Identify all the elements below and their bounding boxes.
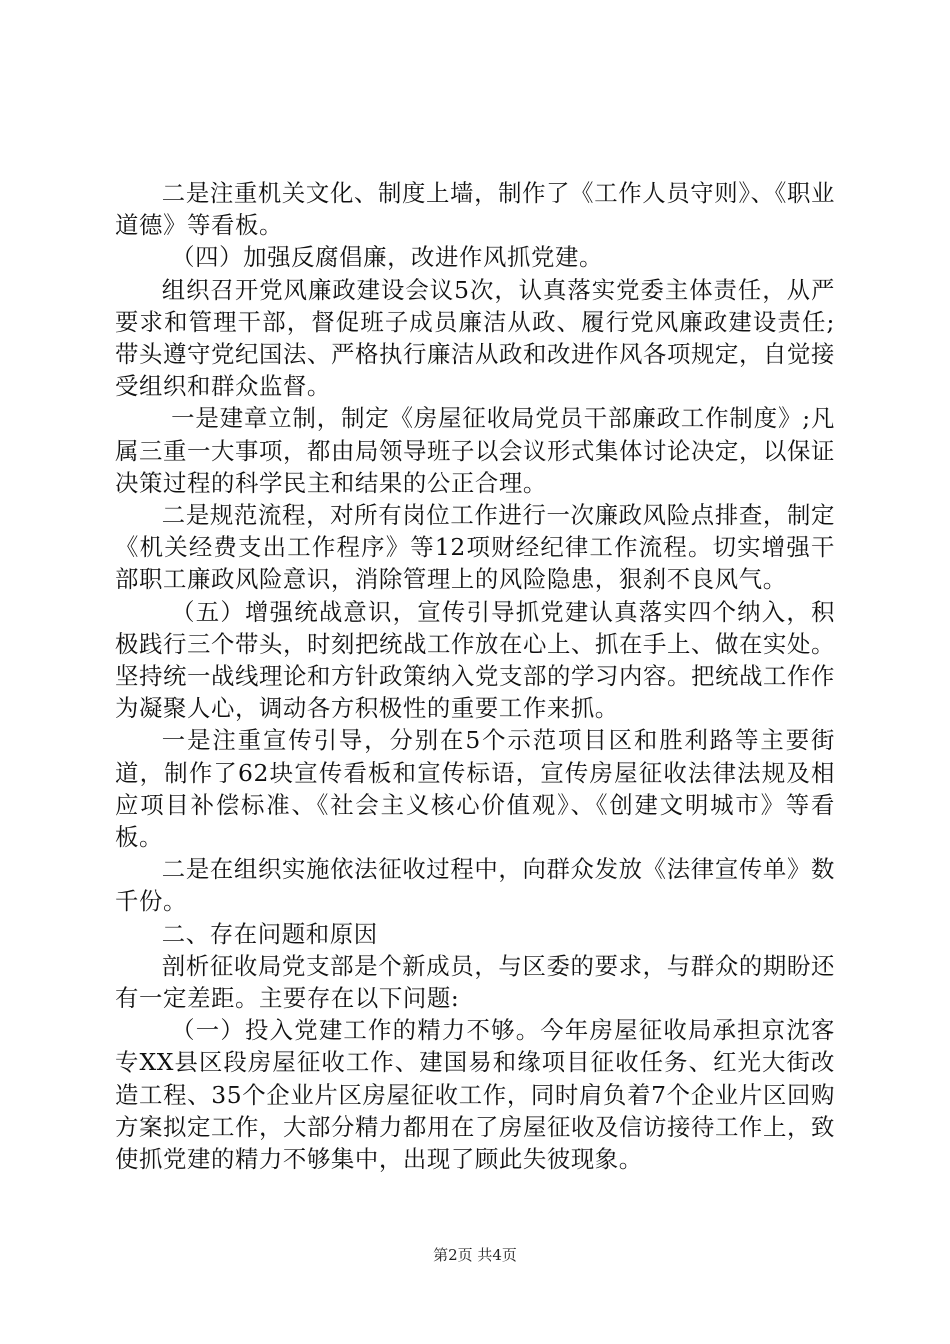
paragraph-problem-analysis: 剖析征收局党支部是个新成员，与区委的要求，与群众的期盼还有一定差距。主要存在以下问题: (115, 951, 835, 1013)
paragraph-insufficient-energy: （一）投入党建工作的精力不够。今年房屋征收局承担京沈客专XX县区段房屋征收工作、建国易和缘项目征收任务、红光大街改造工程、35个企业片区房屋征收工作，同时肩负着7个企业片区回购方案拟定工作，大部分精力都用在了房屋征收及信访接待工作上，致使抓党建的精力不够集中，出现了顾此失彼现象。 (115, 1016, 835, 1174)
section-heading-anti-corruption: （四）加强反腐倡廉，改进作风抓党建。 (171, 243, 603, 272)
section-heading-united-front: （五）增强统战意识，宣传引导抓党建认真落实四个纳入，积极践行三个带头，时刻把统战工作放在心上、抓在手上、做在实处。坚持统一战线理论和方针政策纳入党支部的学习内容。把统战工作作为凝聚人心，调动各方积极性的重要工作来抓。 (115, 597, 835, 723)
paragraph-legal-leaflets: 二是在组织实施依法征收过程中，向群众发放《法律宣传单》数千份。 (115, 855, 835, 916)
page-footer: 第2页 共4页 (433, 1246, 517, 1264)
paragraph-rules-system: 一是建章立制，制定《房屋征收局党员干部廉政工作制度》;凡属三重一大事项，都由局领导班子以会议形式集体讨论决定，以保证决策过程的科学民主和结果的公正合理。 (115, 404, 835, 497)
paragraph-integrity-meetings: 组织召开党风廉政建设会议5次，认真落实党委主体责任，从严要求和管理干部，督促班子成员廉洁从政、履行党风廉政建设责任;带头遵守党纪国法、严格执行廉洁从政和改进作风各项规定，自觉接受组织和群众监督。 (115, 275, 835, 401)
paragraph-culture-walls: 二是注重机关文化、制度上墙，制作了《工作人员守则》、《职业道德》等看板。 (115, 179, 835, 240)
document-body (115, 177, 835, 1175)
section-heading-problems: 二、存在问题和原因 (161, 919, 378, 948)
paragraph-publicity-guidance: 一是注重宣传引导，分别在5个示范项目区和胜利路等主要街道，制作了62块宣传看板和宣传标语，宣传房屋征收法律法规及相应项目补偿标准、《社会主义核心价值观》、《创建文明城市》等看板。 (115, 726, 835, 852)
paragraph-process-standardization: 二是规范流程，对所有岗位工作进行一次廉政风险点排查，制定《机关经费支出工作程序》等12项财经纪律工作流程。切实增强干部职工廉政风险意识，消除管理上的风险隐患，狠刹不良风气。 (115, 501, 835, 594)
